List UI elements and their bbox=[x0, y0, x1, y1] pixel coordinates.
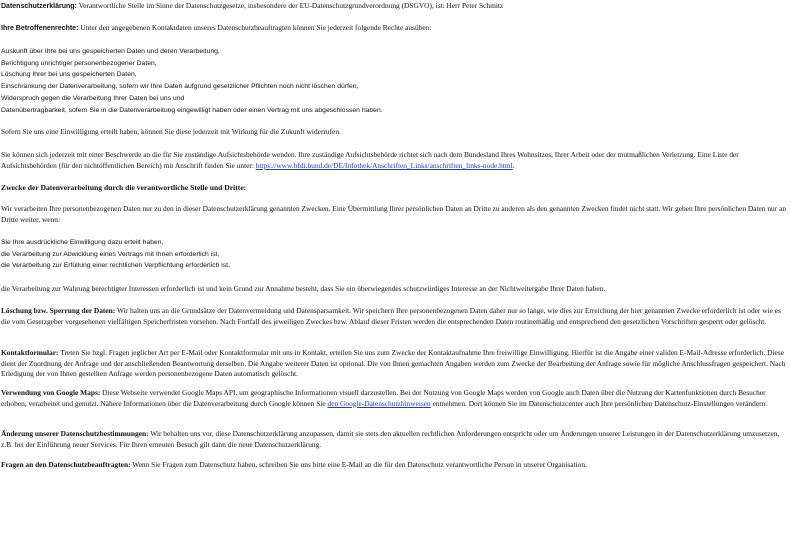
purpose-list-item: die Verarbeitung zur Erfüllung einer rechtlichen Verpflichtung erforderlich ist, bbox=[1, 262, 230, 270]
complaint-paragraph bbox=[1, 150, 787, 171]
rights-list bbox=[1, 46, 787, 116]
rights-list-item: Einschränkung der Datenverarbeitung, sofern wir Ihre Daten aufgrund gesetzlicher Pflichten noch nicht löschen dürfen, bbox=[1, 83, 359, 91]
rights-list-item: Auskunft über Ihre bei uns gespeicherten Daten und deren Verarbeitung, bbox=[1, 48, 220, 55]
complaint-text: Sie können sich jederzeit mit einer Beschwerde an die für Sie zuständige Aufsichtsbehörde wenden. Ihre zuständige Aufsichtsbehörde richtet sich nach dem Bundesland Ihres Wohnsitzes, Ihrer Arbeit oder der mutmaßlichen Verletzung. Eine Liste der Aufsichtsbehörden (für den nichtöffentlichen Bereich) mit Anschrift finden Sie unter: bbox=[1, 150, 739, 170]
rights-label: Ihre Betroffenenrechte: bbox=[1, 25, 79, 32]
changes-label: Änderung unserer Datenschutzbestimmungen: bbox=[1, 429, 149, 438]
intro-paragraph bbox=[1, 1, 787, 13]
maps-text: Diese Webseite verwendet Google Maps API, um geographische Informationen visuell darzustellen. Bei der Nutzung von Google Maps werden von Google auch Daten über die Nutzung der Kartenfunktionen durch Besucher erhoben, verarbeitet und genutzt. Nähere Informationen über die Datenverarbeitung durch Google können Sie bbox=[1, 388, 766, 408]
purpose-list-item: die Verarbeitung zur Abwicklung eines Vertrags mit Ihnen erforderlich ist, bbox=[1, 250, 220, 258]
purpose-list-item: Sie Ihre ausdrückliche Einwilligung dazu erteilt haben, bbox=[1, 239, 164, 246]
rights-text: Unter den angegebenen Kontaktdaten unseres Datenschutzbeauftragten können Sie jederzeit folgende Rechte ausüben: bbox=[78, 23, 432, 32]
intro-text: Verantwortliche Stelle im Sinne der Datenschutzgesetze, insbesondere der EU-Datenschutzgrundverordnung (DSGVO), ist: Herr Peter Schmitz bbox=[76, 1, 504, 10]
rights-paragraph bbox=[1, 23, 787, 35]
questions-text: Wenn Sie Fragen zum Datenschutz haben, schreiben Sie uns bitte eine E-Mail an die für den Datenschutz verantwortliche Person in unserer Organisation. bbox=[130, 460, 587, 469]
questions-paragraph bbox=[1, 460, 787, 471]
consent-paragraph: Sofern Sie uns eine Einwilligung erteilt haben, können Sie diese jederzeit mit Wirkung für die Zukunft widerrufen. bbox=[1, 127, 341, 136]
deletion-text: Wir halten uns an die Grundsätze der Datenvermeidung und Datensparsamkeit. Wir speichern Ihre personenbezogenen Daten daher nur so lange, wie dies zur Erreichung der hier genannten Zwecke erforderlich ist oder wie es die vom Gesetzgeber vorgesehenen vielfältigen Speicherfristen vorsehen. Nach Fortfall des jeweiligen Zweckes bzw. Ablauf dieser Fristen werden die entsprechenden Daten routinemäßig und entsprechend den gesetzlichen Vorschriften gesperrt oder gelöscht. bbox=[1, 306, 781, 326]
questions-label: Fragen an den Datenschutzbeauftragten: bbox=[1, 460, 131, 469]
maps-paragraph bbox=[1, 388, 787, 409]
intro-label: Datenschutzerklärung: bbox=[1, 3, 77, 10]
contact-label: Kontaktformular: bbox=[1, 348, 59, 357]
supervisory-authorities-link[interactable]: https://www.bfdi.bund.de/DE/Infothek/Anschriften_Links/anschriften_links-node.html bbox=[255, 160, 513, 170]
purpose-closing: die Verarbeitung zur Wahrung berechtigter Interessen erforderlich ist und kein Grund zur Annahme besteht, dass Sie ein überwiegendes schutzwürdiges Interesse an der Nichtweitergabe Ihrer Daten haben. bbox=[1, 284, 606, 293]
maps-label: Verwendung von Google Maps: bbox=[1, 388, 101, 397]
changes-paragraph bbox=[1, 429, 787, 450]
google-privacy-link[interactable]: den Google-Datenschutzhinweisen bbox=[327, 398, 431, 408]
changes-text: Wir behalten uns vor, diese Datenschutzerklärung anzupassen, damit sie stets den aktuellen rechtlichen Anforderungen entspricht oder um Änderungen unserer Leistungen in der Datenschutzerklärung umzusetzen, z.B. bei der Einführung neuer Services. Für Ihren erneuten Besuch gilt dann die neue Datenschutzerklärung. bbox=[1, 429, 780, 449]
deletion-label: Löschung bzw. Sperrung der Daten: bbox=[1, 306, 116, 315]
rights-list-item: Löschung Ihrer bei uns gespeicherten Daten, bbox=[1, 71, 137, 79]
purpose-paragraph: Wir verarbeiten Ihre personenbezogenen Daten nur zu den in dieser Datenschutzerklärung genannten Zwecken. Eine Übermittlung Ihrer persönlichen Daten an Dritte zu anderen als den genannten Zwecken findet nicht statt. Wir geben Ihre persönlichen Daten nur an Dritte weiter, wenn: bbox=[1, 204, 787, 224]
complaint-after: . bbox=[512, 160, 515, 170]
purpose-list bbox=[1, 237, 787, 272]
rights-list-item: Widerspruch gegen die Verarbeitung Ihrer Daten bei uns und bbox=[1, 94, 185, 102]
deletion-paragraph bbox=[1, 306, 787, 327]
maps-after: entnehmen. Dort können Sie im Datenschutzcenter auch Ihre persönlichen Datenschutz-Einstellungen verändern. bbox=[430, 398, 768, 408]
purpose-heading: Zwecke der Datenverarbeitung durch die verantwortliche Stelle und Dritte: bbox=[1, 183, 247, 192]
rights-list-item: Berichtigung unrichtiger personenbezogener Daten, bbox=[1, 59, 157, 67]
contact-text: Treten Sie bzgl. Fragen jeglicher Art per E-Mail oder Kontaktformular mit uns in Kontakt, erteilen Sie uns zum Zwecke der Kontaktaufnahme Ihre freiwillige Einwilligung. Hierfür ist die Angabe einer validen E-Mail-Adresse erforderlich. Diese dient der Zuordnung der Anfrage und der anschließenden Beantwortung derselben. Die Angabe weiterer Daten ist optional. Die von Ihnen gemachten Angaben werden zum Zwecke der Bearbeitung der Anfrage sowie für mögliche Anschlussfragen gespeichert. Nach Erledigung der von Ihnen gestellten Anfrage werden personenbezogene Daten automatisch gelöscht. bbox=[1, 348, 786, 379]
contact-paragraph bbox=[1, 348, 787, 380]
rights-list-item: Datenübertragbarkeit, sofern Sie in die Datenverarbeitung eingewilligt haben oder einen Vertrag mit uns abgeschlossen haben. bbox=[1, 106, 383, 114]
